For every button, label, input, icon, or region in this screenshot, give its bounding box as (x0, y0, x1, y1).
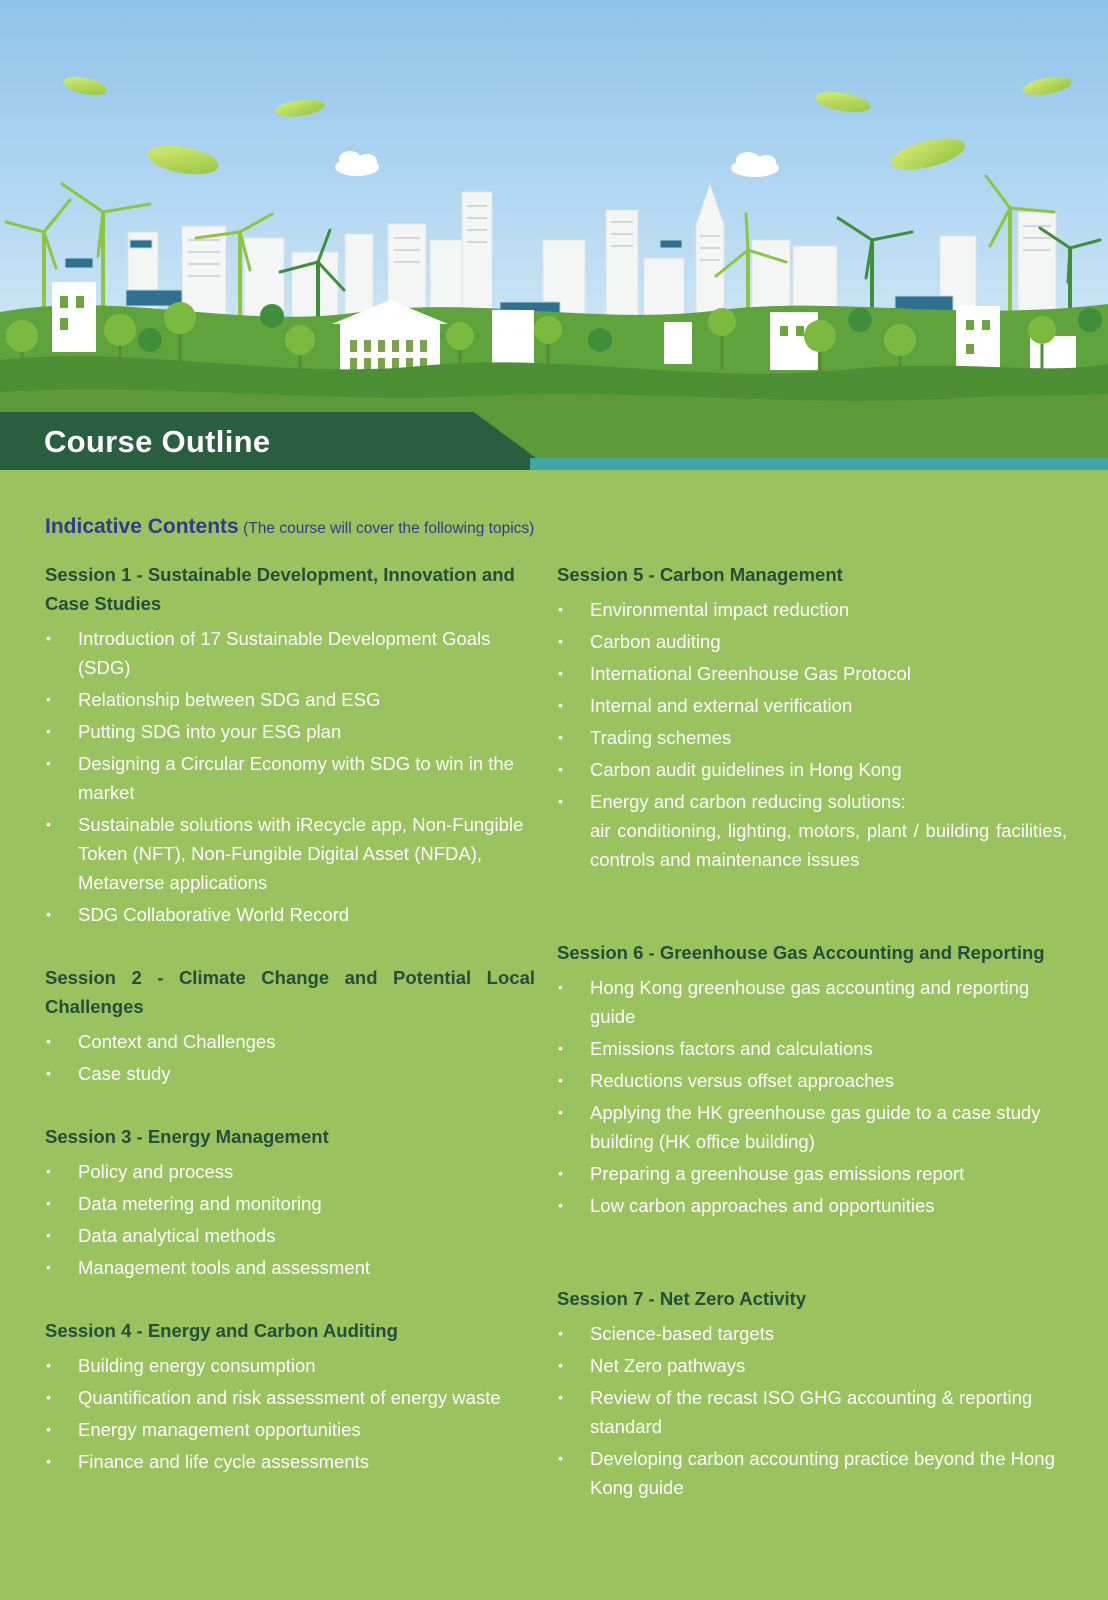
bullet-icon: • (46, 1259, 51, 1275)
topic-text: Trading schemes (590, 727, 732, 748)
bullet-icon: • (558, 1325, 563, 1341)
topic-text: Developing carbon accounting practice beyond the Hong Kong guide (590, 1448, 1055, 1498)
topic-item (557, 1383, 1067, 1441)
session-topic-list (557, 1319, 1067, 1502)
topic-text: Net Zero pathways (590, 1355, 746, 1376)
topic-text: Low carbon approaches and opportunities (590, 1195, 935, 1216)
topic-item (45, 1221, 535, 1250)
bullet-icon: • (46, 1453, 51, 1469)
bullet-icon: • (46, 1357, 51, 1373)
topic-text: air conditioning, lighting, motors, plant / building facilities, controls and maintenance issues (590, 820, 1067, 870)
topic-text: Data metering and monitoring (78, 1193, 322, 1214)
session-topic-list (557, 595, 1067, 874)
bullet-icon: • (46, 1227, 51, 1243)
topic-text: Review of the recast ISO GHG accounting & reporting standard (590, 1387, 1033, 1437)
topic-text: Quantification and risk assessment of energy waste (78, 1387, 501, 1408)
topic-item (45, 1447, 535, 1476)
session-block (557, 938, 1067, 1220)
bullet-icon: • (46, 723, 51, 739)
topic-item (557, 1034, 1067, 1063)
topic-item (45, 1157, 535, 1186)
bullet-icon: • (46, 1033, 51, 1049)
topic-text: Putting SDG into your ESG plan (78, 721, 342, 742)
indicative-contents-heading (45, 515, 534, 539)
bullet-icon: • (558, 1450, 563, 1466)
topic-item (45, 717, 535, 746)
session-title: Session 6 - Greenhouse Gas Accounting and Reporting (557, 942, 1045, 963)
topic-text: Carbon auditing (590, 631, 721, 652)
left-column (45, 560, 535, 1479)
bullet-icon: • (558, 1389, 563, 1405)
bullet-icon: • (46, 1195, 51, 1211)
topic-item (557, 1319, 1067, 1348)
bullet-icon: • (558, 665, 563, 681)
page-title: Course Outline (44, 424, 271, 459)
topic-text: Preparing a greenhouse gas emissions report (590, 1163, 965, 1184)
topic-text: Hong Kong greenhouse gas accounting and reporting guide (590, 977, 1030, 1027)
topic-text: Carbon audit guidelines in Hong Kong (590, 759, 902, 780)
topic-item (557, 973, 1067, 1031)
topic-item (557, 755, 1067, 784)
bullet-icon: • (46, 816, 51, 832)
topic-text: Reductions versus offset approaches (590, 1070, 895, 1091)
topic-item (557, 595, 1067, 624)
session-block (45, 1316, 535, 1476)
topic-item (45, 1189, 535, 1218)
bullet-icon: • (558, 601, 563, 617)
session-title: Session 7 - Net Zero Activity (557, 1288, 807, 1309)
topic-item (557, 787, 1067, 816)
bullet-icon: • (46, 755, 51, 771)
bullet-icon: • (558, 1104, 563, 1120)
bullet-icon: • (46, 630, 51, 646)
topic-item (45, 624, 535, 682)
session-topic-list (45, 1351, 535, 1476)
topic-item (557, 1159, 1067, 1188)
topic-item (557, 659, 1067, 688)
topic-text: Data analytical methods (78, 1225, 276, 1246)
section-heading: Indicative Contents (45, 515, 239, 538)
bullet-icon: • (558, 1072, 563, 1088)
bullet-icon: • (46, 906, 51, 922)
session-title: Session 4 - Energy and Carbon Auditing (45, 1320, 398, 1341)
topic-text: Finance and life cycle assessments (78, 1451, 369, 1472)
green-city-illustration (0, 0, 1108, 470)
topic-text: Emissions factors and calculations (590, 1038, 873, 1059)
topic-item (557, 1098, 1067, 1156)
bullet-icon: • (558, 761, 563, 777)
topic-item (45, 810, 535, 897)
topic-text: Case study (78, 1063, 171, 1084)
bullet-icon: • (558, 979, 563, 995)
topic-text: Policy and process (78, 1161, 234, 1182)
topic-item (45, 749, 535, 807)
topic-text: Sustainable solutions with iRecycle app, Non-Fungible Token (NFT), Non-Fungible Digital Asset (NFDA), Metaverse applications (78, 814, 524, 893)
right-column (557, 560, 1067, 1505)
topic-text: Designing a Circular Economy with SDG to win in the market (78, 753, 514, 803)
bullet-icon: • (558, 729, 563, 745)
topic-text: Energy management opportunities (78, 1419, 361, 1440)
session-topic-list (45, 1157, 535, 1282)
session-title: Session 3 - Energy Management (45, 1126, 329, 1147)
bullet-icon: • (46, 1389, 51, 1405)
section-note: (The course will cover the following topics) (243, 520, 535, 537)
topic-text: Management tools and assessment (78, 1257, 371, 1278)
topic-text: Energy and carbon reducing solutions: (590, 791, 906, 812)
session-topic-list (45, 1027, 535, 1088)
topic-item (557, 1351, 1067, 1380)
session-title: Session 2 - Climate Change and Potential Local Challenges (45, 967, 535, 1017)
session-block (557, 560, 1067, 874)
topic-item (45, 1253, 535, 1282)
topic-text: Applying the HK greenhouse gas guide to a case study building (HK office building) (590, 1102, 1041, 1152)
bullet-icon: • (46, 691, 51, 707)
topic-item (557, 627, 1067, 656)
topic-text: Introduction of 17 Sustainable Development Goals (SDG) (78, 628, 491, 678)
bullet-icon: • (46, 1421, 51, 1437)
bullet-icon: • (558, 1357, 563, 1373)
bullet-icon: • (46, 1065, 51, 1081)
bullet-icon: • (558, 793, 563, 809)
topic-text: Internal and external verification (590, 695, 853, 716)
topic-text: Science-based targets (590, 1323, 775, 1344)
bullet-icon: • (558, 1197, 563, 1213)
topic-text: Building energy consumption (78, 1355, 316, 1376)
session-block (45, 963, 535, 1088)
topic-item (45, 1059, 535, 1088)
session-title: Session 5 - Carbon Management (557, 564, 843, 585)
session-block (45, 1122, 535, 1282)
topic-item (45, 900, 535, 929)
bullet-icon: • (558, 697, 563, 713)
topic-item (557, 816, 1067, 874)
topic-item (45, 1027, 535, 1056)
bullet-icon: • (558, 1040, 563, 1056)
session-topic-list (45, 624, 535, 929)
session-title: Session 1 - Sustainable Development, Innovation and Case Studies (45, 564, 515, 614)
topic-text: Relationship between SDG and ESG (78, 689, 381, 710)
session-block (557, 1284, 1067, 1502)
topic-text: International Greenhouse Gas Protocol (590, 663, 911, 684)
topic-item (45, 685, 535, 714)
bullet-icon: • (558, 633, 563, 649)
topic-item (45, 1383, 535, 1412)
topic-item (557, 1444, 1067, 1502)
session-topic-list (557, 973, 1067, 1220)
topic-text: Context and Challenges (78, 1031, 276, 1052)
session-block (45, 560, 535, 929)
topic-item (557, 1191, 1067, 1220)
bullet-icon: • (558, 1165, 563, 1181)
topic-item (45, 1415, 535, 1444)
topic-text: SDG Collaborative World Record (78, 904, 350, 925)
topic-item (557, 691, 1067, 720)
topic-item (45, 1351, 535, 1380)
bullet-icon: • (46, 1163, 51, 1179)
topic-text: Environmental impact reduction (590, 599, 850, 620)
topic-item (557, 723, 1067, 752)
topic-item (557, 1066, 1067, 1095)
